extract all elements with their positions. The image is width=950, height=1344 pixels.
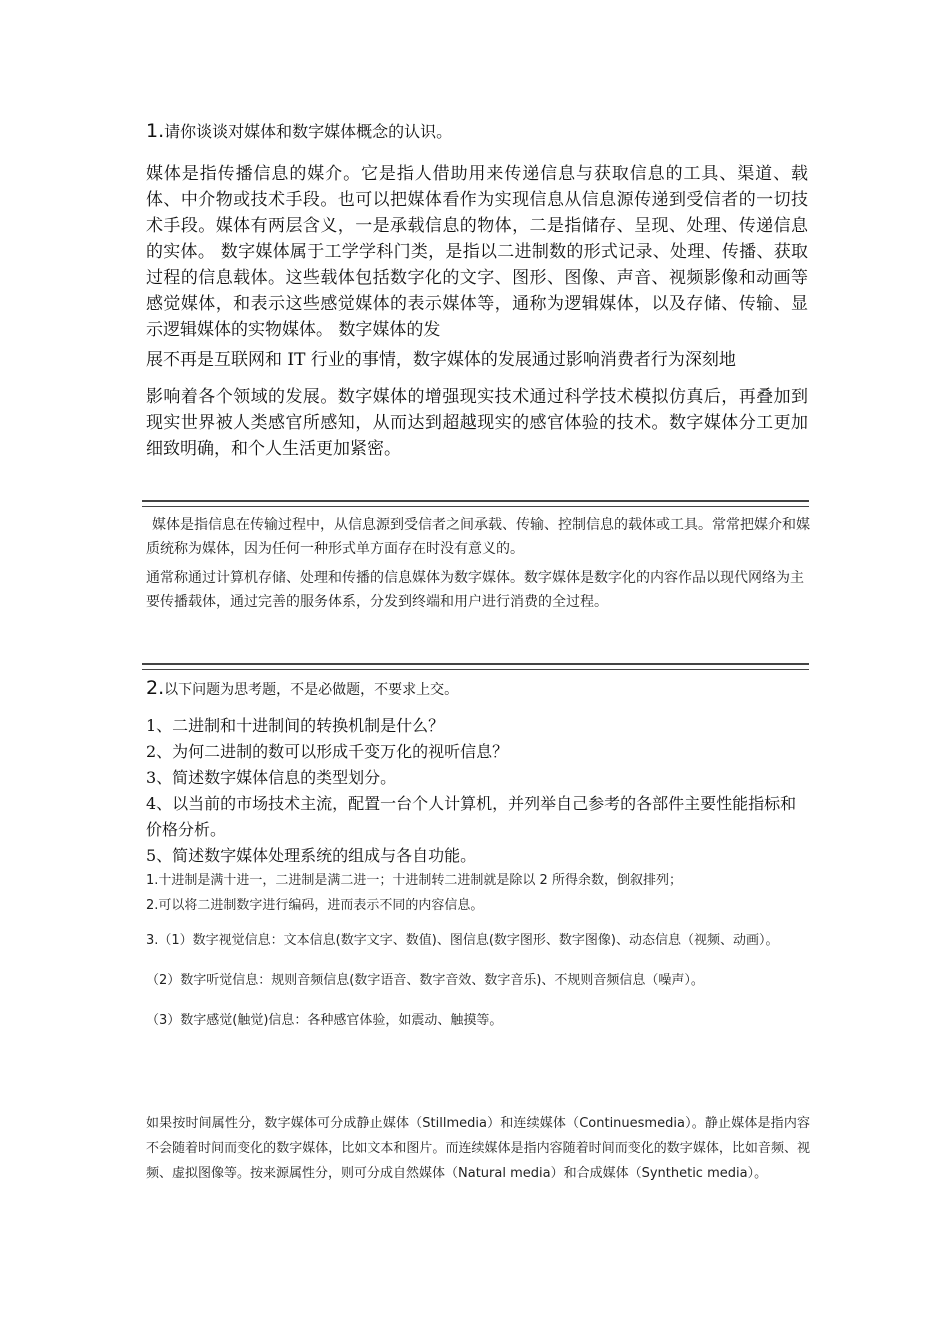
answer-1-paragraph-b: 展不再是互联网和 IT 行业的事情，数字媒体的发展通过影响消费者行为深刻地 — [146, 350, 736, 370]
digital-media-definition-text: 通常称通过计算机存储、处理和传播的信息媒体为数字媒体。数字媒体是数字化的内容作品以现代网络为主要传播载体，通过完善的服务体系，分发到终端和用户进行消费的全过程。 — [146, 570, 804, 610]
question-1-number: 1. — [146, 120, 165, 142]
list-item: 2、为何二进制的数可以形成千变万化的视听信息？ — [146, 742, 509, 761]
answer-1-paragraph-a: 媒体是指传播信息的媒介。它是指人借助用来传递信息与获取信息的工具、渠道、载体、中介物或技术手段。也可以把媒体看作为实现信息从信息源传递到受信者的一切技术手段。媒体有两层含义，一是承载信息的物体，二是指储存、呈现、处理、传递信息的实体。 数字媒体属于工学学科门类，是指以二进制数的形式记录、处理、传播、获取过程的信息载体。这些载体包括数字化的文字、图形、图像、声音、视频影像和动画等感觉媒体，和表示这些感觉媒体的表示媒体等，通称为逻辑媒体，以及存储、传输、显示逻辑媒体的实物媒体。 数字媒体的发 — [146, 164, 808, 340]
question-1-text: 请你谈谈对媒体和数字媒体概念的认识。 — [164, 122, 453, 141]
list-item: 4、以当前的市场技术主流，配置一台个人计算机，并列举自己参考的各部件主要性能指标和价格分析。 — [146, 794, 797, 839]
answers-1-2 — [146, 868, 810, 918]
double-divider-top — [142, 500, 809, 507]
list-item: 1、二进制和十进制间的转换机制是什么？ — [146, 716, 445, 735]
answer-1-text: 1.十进制是满十进一，二进制是满二进一；十进制转二进制就是除以 2 所得余数，倒叙排列； — [146, 873, 682, 888]
media-definition-text: 媒体是指信息在传输过程中，从信息源到受信者之间承载、传输、控制信息的载体或工具。常常把媒介和媒质统称为媒体，因为任何一种形式单方面存在时没有意义的。 — [146, 517, 810, 557]
question-1-heading — [146, 118, 452, 145]
question-2-heading — [146, 676, 458, 702]
media-classification-text: 如果按时间属性分，数字媒体可分成静止媒体（Stillmedia）和连续媒体（Continuesmedia）。静止媒体是指内容不会随着时间而变化的数字媒体，比如文本和图片。而连续媒体是指内容随着时间而变化的数字媒体，比如音频、视频、虚拟图像等。按来源属性分，则可分成自然媒体（Natural media）和合成媒体（Synthetic media）。 — [146, 1116, 810, 1181]
answer-1-paragraph-c: 影响着各个领域的发展。数字媒体的增强现实技术通过科学技术模拟仿真后，再叠加到现实世界被人类感官所感知，从而达到超越现实的感官体验的技术。数字媒体分工更加细致明确，和个人生活更加紧密。 — [146, 387, 808, 459]
answer-3-block — [146, 927, 810, 1035]
question-2-text: 以下问题为思考题，不是必做题，不要求上交。 — [164, 682, 459, 698]
answer-3-audio: （2）数字听觉信息：规则音频信息(数字语音、数字音效、数字音乐)、不规则音频信息（噪声）。 — [146, 973, 704, 988]
answer-2-text: 2.可以将二进制数字进行编码，进而表示不同的内容信息。 — [146, 898, 484, 913]
question-2-number: 2. — [146, 677, 165, 699]
answer-3-sensory: （3）数字感觉(触觉)信息：各种感官体验，如震动、触摸等。 — [146, 1013, 503, 1028]
thinking-questions-list — [146, 713, 811, 869]
double-divider-bottom — [142, 663, 809, 670]
list-item: 5、简述数字媒体处理系统的组成与各自功能。 — [146, 846, 477, 865]
list-item: 3、简述数字媒体信息的类型划分。 — [146, 768, 397, 787]
answer-3-visual: 3.（1）数字视觉信息：文本信息(数字文字、数值)、图信息(数字图形、数字图像)、动态信息（视频、动画）。 — [146, 933, 779, 948]
